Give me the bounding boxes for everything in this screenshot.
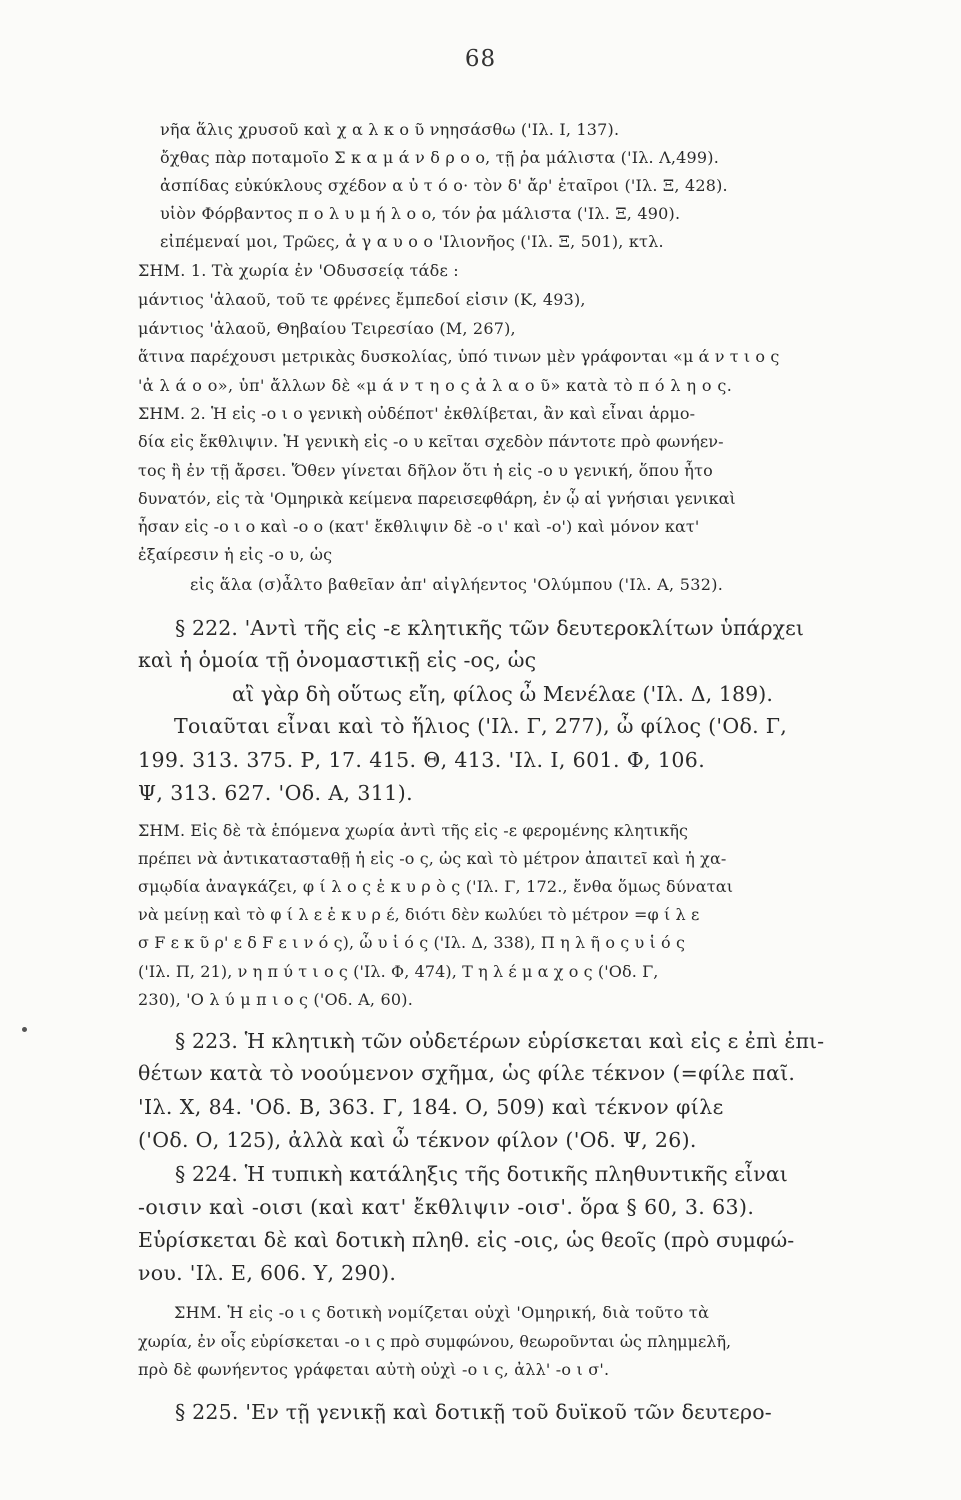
text-line: Εὑρίσκεται δὲ καὶ δοτικὴ πληθ. εἰς -οις, ὡς θεοῖς (πρὸ συμφώ- xyxy=(138,1228,795,1252)
text-line: καὶ ἡ ὁμοία τῇ ὀνομαστικῇ εἰς -ος, ὡς xyxy=(138,648,537,672)
text-line: ἐξαίρεσιν ἡ εἰς -ο υ, ὡς xyxy=(138,545,333,564)
text-line: ('Ιλ. Π, 21), ν η π ύ τ ι ο ς ('Ιλ. Φ, 474), Τ η λ έ μ α χ ο ς ('Οδ. Γ, xyxy=(138,962,659,981)
text-line: σ F ε κ ῦ ρ' ε δ F ε ι ν ό ς), ὦ υ ἱ ό ς ('Ιλ. Δ, 338), Π η λ ῆ ο ς υ ἱ ό ς xyxy=(138,933,686,952)
text-line: υἱὸν Φόρβαντος π ο λ υ μ ή λ ο ο, τόν ῥα μάλιστα ('Ιλ. Ξ, 490). xyxy=(160,204,681,223)
text-line: 'Ιλ. Χ, 84. 'Οδ. Β, 363. Γ, 184. Ο, 509) καὶ τέκνον φίλε xyxy=(138,1095,724,1119)
text-line: Ψ, 313. 627. 'Οδ. Α, 311). xyxy=(138,781,414,805)
text-line: σμῳδία ἀναγκάζει, φ ί λ ο ς ἑ κ υ ρ ὸ ς ('Ιλ. Γ, 172., ἔνθα ὅμως δύναται xyxy=(138,877,734,896)
text-line: θέτων κατὰ τὸ νοούμενον σχῆμα, ὡς φίλε τέκνον (=φίλε παῖ. xyxy=(138,1061,796,1085)
text-line: ἅτινα παρέχουσι μετρικὰς δυσκολίας, ὑπό τινων μὲν γράφονται «μ ά ν τ ι ο ς xyxy=(138,347,780,366)
text-line: 199. 313. 375. Ρ, 17. 415. Θ, 413. 'Ιλ. Ι, 601. Φ, 106. xyxy=(138,748,706,772)
page-number: 68 xyxy=(464,46,497,72)
note-heading-line: ΣΗΜ. 2. Ἡ εἰς -ο ι ο γενικὴ οὐδέποτ' ἐκθλίβεται, ἂν καὶ εἶναι ἁρμο- xyxy=(138,404,696,423)
section-heading-line: § 223. Ἡ κλητικὴ τῶν οὐδετέρων εὑρίσκεται καὶ εἰς ε ἐπὶ ἐπι- xyxy=(175,1029,825,1053)
text-line: -οισιν καὶ -οισι (καὶ κατ' ἔκθλιψιν -οισ'. ὅρα § 60, 3. 63). xyxy=(138,1195,755,1219)
text-line: μάντιος 'ἀλαοῦ, Θηβαίου Τειρεσίαο (Μ, 267), xyxy=(138,319,516,338)
text-line: ὄχθας πὰρ ποταμοῖο Σ κ α μ ά ν δ ρ ο ο, τῇ ῥα μάλιστα ('Ιλ. Λ,499). xyxy=(160,148,720,167)
text-line: εἰπέμεναί μοι, Τρῶες, ἀ γ α υ ο ο 'Ιλιονῆος ('Ιλ. Ξ, 501), κτλ. xyxy=(160,232,664,251)
section-heading-line: § 222. 'Αντὶ τῆς εἰς -ε κλητικῆς τῶν δευτεροκλίτων ὑπάρχει xyxy=(175,616,805,640)
text-line: Τοιαῦται εἶναι καὶ τὸ ἥλιος ('Ιλ. Γ, 277), ὦ φίλος ('Οδ. Γ, xyxy=(174,714,788,738)
text-line: πρέπει νὰ ἀντικατασταθῇ ἡ εἰς -ο ς, ὡς καὶ τὸ μέτρον ἀπαιτεῖ καὶ ἡ χα- xyxy=(138,849,727,868)
text-line: ἀσπίδας εὐκύκλους σχέδον α ὐ τ ό ο· τὸν δ' ἄρ' ἑταῖροι ('Ιλ. Ξ, 428). xyxy=(160,176,728,195)
text-line: νὰ μείνῃ καὶ τὸ φ ί λ ε ἑ κ υ ρ έ, διότι δὲν κωλύει τὸ μέτρον =φ ί λ ε xyxy=(138,905,700,924)
text-line: δία εἰς ἔκθλιψιν. Ἡ γενικὴ εἰς -ο υ κεῖται σχεδὸν πάντοτε πρὸ φωνήεν- xyxy=(138,432,724,451)
text-line: ἦσαν εἰς -ο ι ο καὶ -ο ο (κατ' ἔκθλιψιν δὲ -ο ι' καὶ -ο') καὶ μόνον κατ' xyxy=(138,517,700,536)
text-line: 230), 'Ο λ ύ μ π ι ο ς ('Οδ. Α, 60). xyxy=(138,990,413,1009)
text-line: νῆα ἅλις χρυσοῦ καὶ χ α λ κ ο ῦ νηησάσθω ('Ιλ. Ι, 137). xyxy=(160,120,620,139)
text-line: πρὸ δὲ φωνήεντος γράφεται αὐτὴ οὐχὶ -ο ι ς, ἀλλ' -ο ι σ'. xyxy=(138,1360,610,1379)
note-heading-line: ΣΗΜ. Ἡ εἰς -ο ι ς δοτικὴ νομίζεται οὐχὶ 'Ομηρική, διὰ τοῦτο τὰ xyxy=(174,1303,710,1322)
text-line: νου. 'Ιλ. Ε, 606. Υ, 290). xyxy=(138,1261,397,1285)
text-line: ('Οδ. Ο, 125), ἀλλὰ καὶ ὦ τέκνον φίλον ('Οδ. Ψ, 26). xyxy=(138,1128,697,1152)
section-heading-line: § 224. Ἡ τυπικὴ κατάληξις τῆς δοτικῆς πληθυντικῆς εἶναι xyxy=(175,1162,788,1186)
text-line: δυνατόν, εἰς τὰ 'Ομηρικὰ κείμενα παρεισεφθάρη, ἐν ᾧ αἱ γνήσιαι γενικαὶ xyxy=(138,489,736,508)
text-line: χωρία, ἐν οἷς εὑρίσκεται -ο ι ς πρὸ συμφώνου, θεωροῦνται ὡς πλημμελῆ, xyxy=(138,1332,732,1351)
quote-line: αἲ γὰρ δὴ οὕτως εἴη, φίλος ὦ Μενέλαε ('Ιλ. Δ, 189). xyxy=(232,682,773,706)
margin-dot xyxy=(22,1027,27,1032)
section-heading-line: § 225. 'Εν τῇ γενικῇ καὶ δοτικῇ τοῦ δυϊκοῦ τῶν δευτερο- xyxy=(175,1400,772,1424)
quote-line: εἰς ἅλα (σ)ἆλτο βαθεῖαν ἀπ' αἰγλήεντος 'Ολύμπου ('Ιλ. Α, 532). xyxy=(190,575,724,594)
text-line: τος ἢ ἐν τῇ ἄρσει. Ὅθεν γίνεται δῆλον ὅτι ἡ εἰς -ο υ γενική, ὅπου ἦτο xyxy=(138,461,713,480)
note-heading-line: ΣΗΜ. 1. Τὰ χωρία ἐν 'Οδυσσείᾳ τάδε : xyxy=(138,261,459,280)
note-heading-line: ΣΗΜ. Εἰς δὲ τὰ ἑπόμενα χωρία ἀντὶ τῆς εἰς -ε φερομένης κλητικῆς xyxy=(138,821,689,840)
text-line: μάντιος 'ἀλαοῦ, τοῦ τε φρένες ἔμπεδοί εἰσιν (Κ, 493), xyxy=(138,290,586,309)
text-line: 'ἀ λ ά ο ο», ὑπ' ἄλλων δὲ «μ ά ν τ η ο ς ἀ λ α ο ῦ» κατὰ τὸ π ό λ η ο ς. xyxy=(138,376,733,395)
